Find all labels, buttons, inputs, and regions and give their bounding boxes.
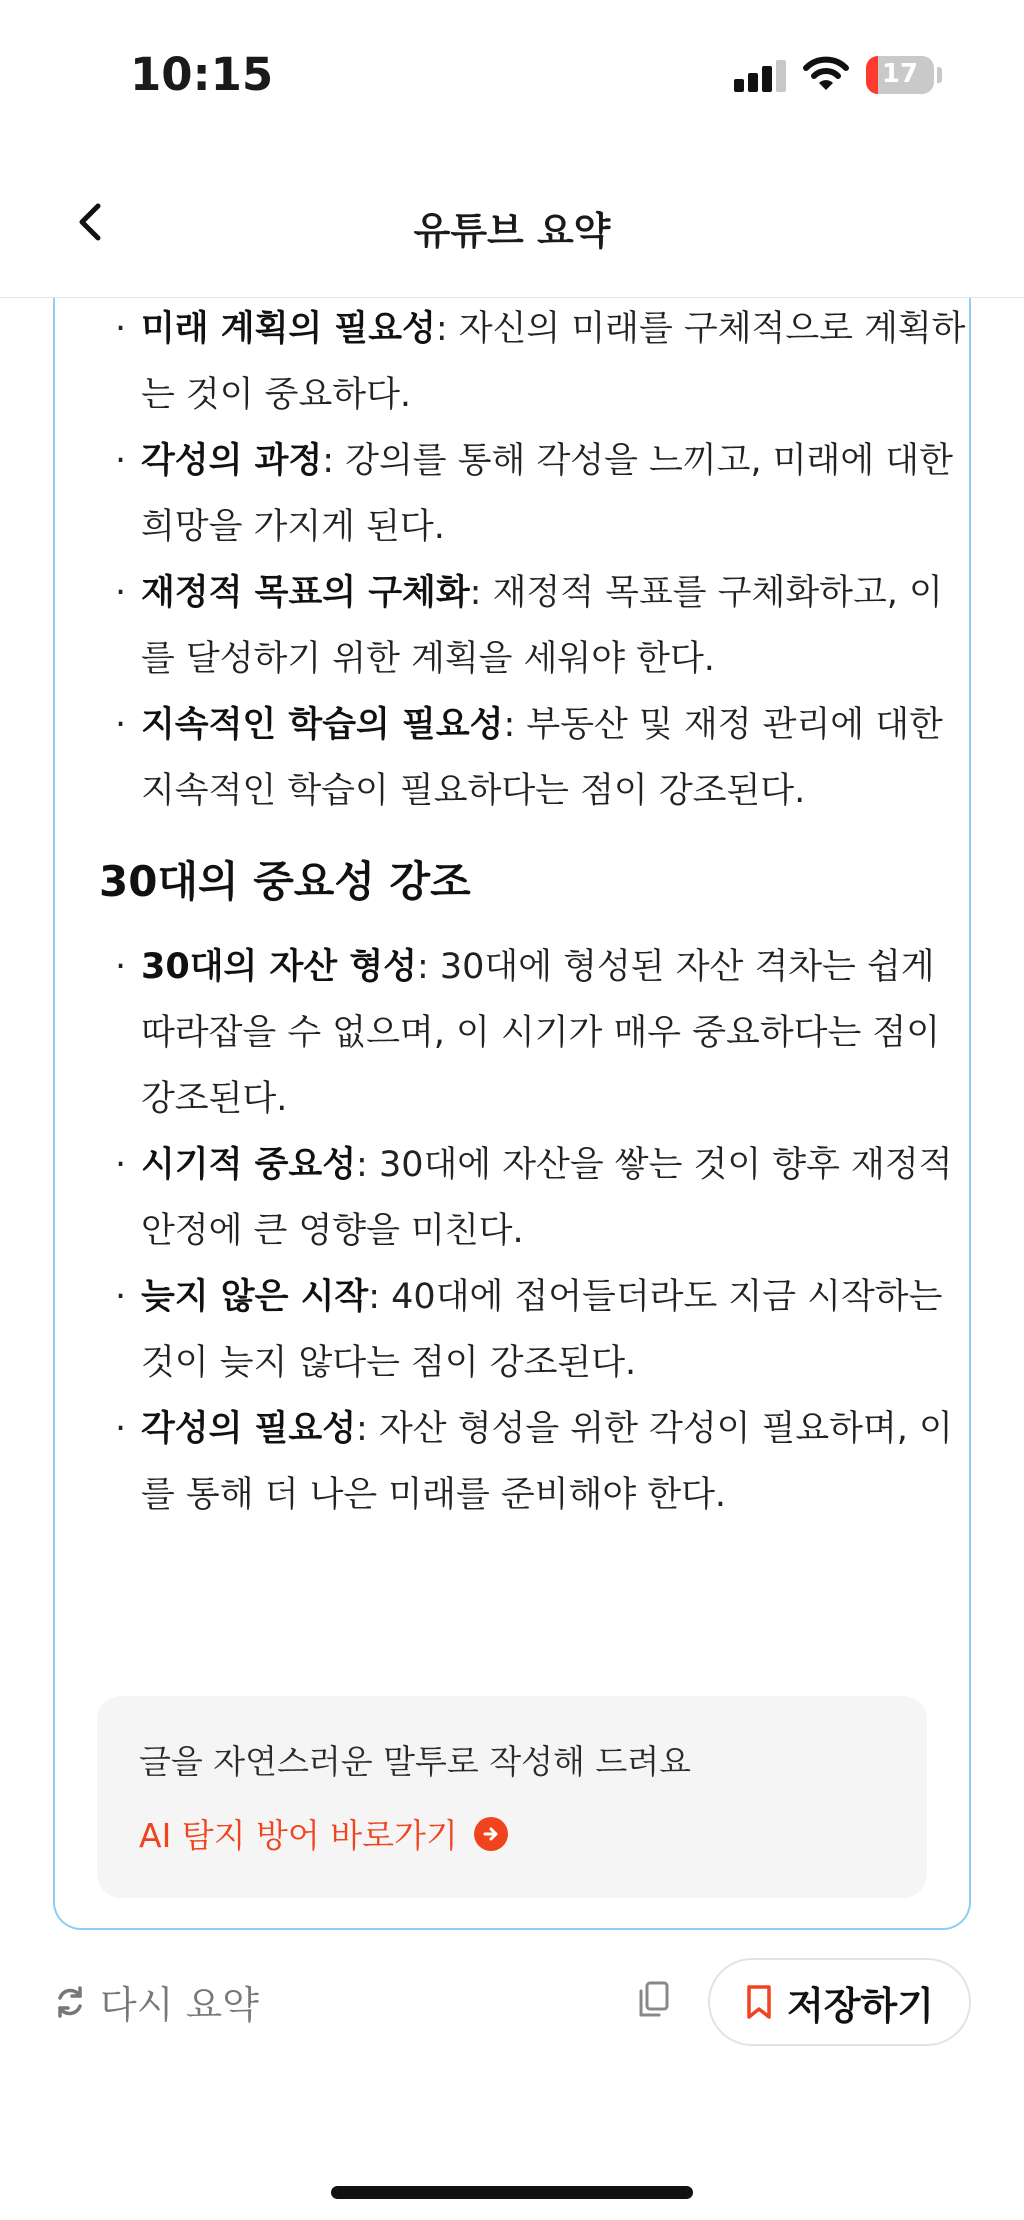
- arrow-right-icon: [474, 1817, 508, 1851]
- app-header: [0, 150, 1024, 298]
- refresh-icon: [52, 1984, 88, 2020]
- list-item: · 각성의 과정: 강의를 통해 각성을 느끼고, 미래에 대한 희망을 가지게 된다.: [115, 441, 953, 547]
- section1-list: [55, 298, 969, 824]
- signal-icon: [734, 60, 786, 92]
- retry-summary-button[interactable]: [52, 1974, 259, 2029]
- list-item: · 30대의 자산 형성: 30대에 형성된 자산 격차는 쉽게 따라잡을 수 없으며, 이 시기가 매우 중요하다는 점이 강조된다.: [115, 947, 941, 1119]
- list-item: · 각성의 필요성: 자산 형성을 위한 각성이 필요하며, 이를 통해 더 나은 미래를 준비해야 한다.: [115, 1409, 953, 1515]
- list-item: · 미래 계획의 필요성: 자신의 미래를 구체적으로 계획하는 것이 중요하다.: [115, 309, 966, 415]
- battery-nub: [937, 67, 942, 83]
- summary-card: [53, 298, 971, 1930]
- save-button[interactable]: [708, 1958, 971, 2046]
- home-indicator: [331, 2186, 693, 2199]
- list-item: · 늦지 않은 시작: 40대에 접어들더라도 지금 시작하는 것이 늦지 않다는 점이 강조된다.: [115, 1277, 943, 1383]
- list-item: · 지속적인 학습의 필요성: 부동산 및 재정 관리에 대한 지속적인 학습이 필요하다는 점이 강조된다.: [115, 705, 943, 811]
- section2-list: [55, 934, 969, 1528]
- copy-icon: [637, 1981, 671, 2019]
- ai-detection-link[interactable]: [139, 1810, 508, 1857]
- section-heading: 30대의 중요성 강조: [99, 857, 471, 906]
- page-title: 유튜브 요약: [413, 209, 611, 253]
- wifi-icon: [803, 56, 849, 96]
- retry-label: 다시 요약: [100, 1983, 259, 2027]
- ai-promo-description: 글을 자연스러운 말투로 작성해 드려요: [139, 1742, 692, 1781]
- summary-scroll-area[interactable]: [0, 298, 1024, 1933]
- copy-button[interactable]: [630, 1976, 678, 2024]
- battery-icon: [866, 56, 934, 94]
- battery-level: 17: [881, 59, 919, 89]
- ai-link-label: AI 탐지 방어 바로가기: [139, 1816, 458, 1855]
- bookmark-icon: [745, 1984, 773, 2020]
- action-bar: [0, 1950, 1024, 2050]
- list-item: · 시기적 중요성: 30대에 자산을 쌓는 것이 향후 재정적 안정에 큰 영향을 미친다.: [115, 1145, 953, 1251]
- save-label: 저장하기: [787, 1983, 934, 2028]
- list-item: · 재정적 목표의 구체화: 재정적 목표를 구체화하고, 이를 달성하기 위한 계획을 세워야 한다.: [115, 573, 943, 679]
- status-bar: [0, 0, 1024, 150]
- status-time: 10:15: [130, 48, 274, 101]
- ai-promo-box: [97, 1696, 927, 1898]
